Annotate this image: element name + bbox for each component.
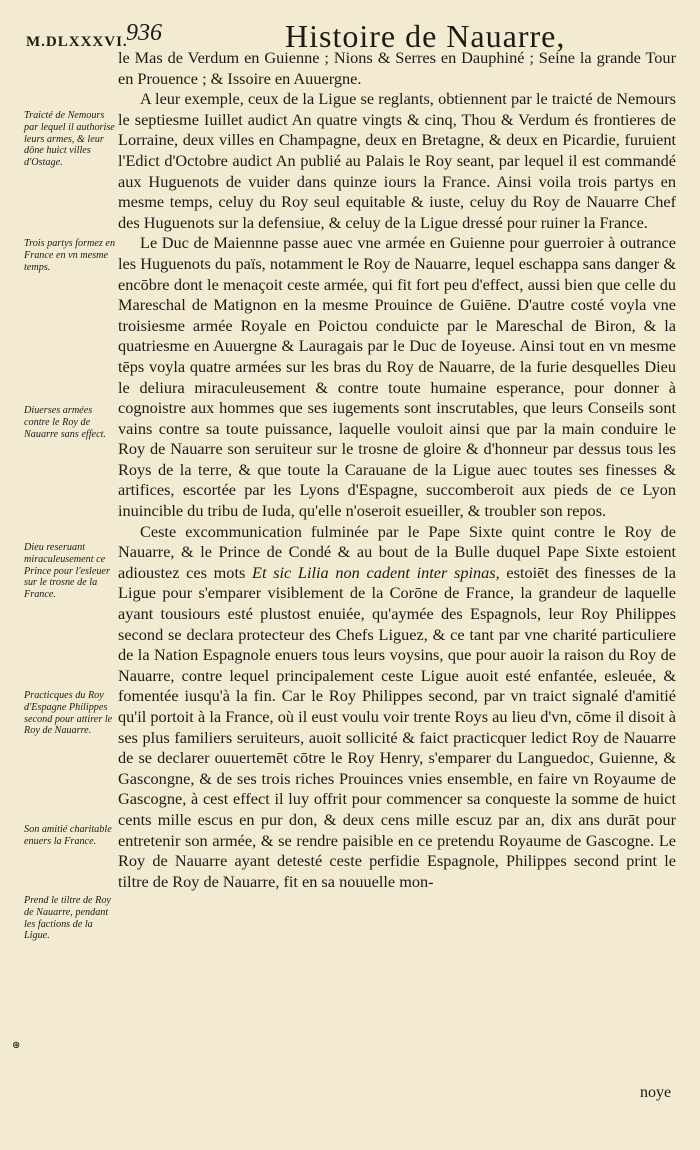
paragraph-text: Ceste excommunication fulminée par le Pape Sixte quint contre le Roy de Nauarre, & le Prince de Condé & au bout de la Bulle duquel Pape Sixte estoient adioustez ces mots bbox=[118, 521, 676, 582]
paragraph-text: estoiēt des finesses de la Ligue pour s'emparer visiblement de la Corōne de France, la grandeur de laquelle ayant tousiours esté plustost enuiée, qu'aymée des Espagnols, leur Roy Philippes second se declara protecteur des Chefs Liguez, & ce tant par vne charité particuliere de la Nation Espagnole enuers tous leurs voysins, que pour auoir la raison du Roy de Nauarre, contre lequel principalement ceste Ligue auoit esté enfantée, esleuée, & fomentée iusqu'à la fin. Car le Roy Philippes second, par vn traict signalé d'amitié qu'il portoit à la France, où il eust voulu voir trente Roys au lieu d'vn, cōme il disoit à ses plus familiers seruiteurs, auoit sollicité & faict practicquer ledict Roy de Nauarre de se declarer ouuertemēt cōtre le Roy Henry, s'emparer du Languedoc, Guienne, & Gascongne, & de ses trois riches Prouinces vnies ensemble, en faire vn Royaume de Gascogne, à cest effect il luy offrit pour commencer sa conqueste la somme de huict cents mille escus en pur don, & deux cens mille escuz par an, dix ans durāt pour entretenir son armée, & se rendre paisible en ce pretendu Royaume de Gascogne. Le Roy de Nauarre ayant detesté ceste perfidie Espagnole, Philippes second print le tiltre de Roy de Nauarre, fit en sa nouuelle mon- bbox=[118, 562, 677, 891]
year-header: M.DLXXXVI. bbox=[26, 34, 128, 50]
running-title: Histoire de Nauarre, bbox=[285, 18, 566, 54]
printer-mark-icon: ⊛ bbox=[12, 1040, 21, 1051]
margin-note: Dieu reseruant miraculeusement ce Prince pour l'esleuer sur le trosne de la France. bbox=[24, 542, 110, 601]
margin-note: Diuerses armées contre le Roy de Nauarre sans effect. bbox=[24, 405, 106, 440]
main-text bbox=[118, 48, 676, 892]
catchword: noye bbox=[640, 1084, 672, 1101]
page-number: 936 bbox=[126, 20, 162, 46]
margin-note: Trois partys formez en France en vn mesme temps. bbox=[24, 238, 116, 273]
margin-note: Practicques du Roy d'Espagne Philippes second pour attirer le Roy de Nauarre. bbox=[24, 690, 113, 737]
latin-quote: Et sic Lilia non cadent inter spinas, bbox=[252, 562, 500, 582]
margin-note: Prend le tiltre de Roy de Nauarre, pendant les factions de la Ligue. bbox=[24, 895, 111, 942]
paragraph bbox=[118, 522, 676, 893]
margin-note: Traicté de Nemours par lequel il authorise leurs armes, & leur dône huict villes d'Ostage. bbox=[24, 110, 115, 169]
paragraph: A leur exemple, ceux de la Ligue se reglants, obtiennent par le traicté de Nemours le septiesme Iuillet audict An quatre vingts & cinq, Thou & Verdum és frontieres de Lorraine, deux villes en Champagne, deux en Bretagne, & deux en Picardie, furuient l'Edict d'Octobre audict An publié au Palais le Roy seant, par lequel il est commandé aux Huguenots de vuider dans quinze iours la France. Ainsi voila trois partys en mesme temps, celuy du Roy seul equitable & iuste, celuy du Roy de Nauarre Chef des Huguenots sur la defensiue, & celuy de la Ligue dressé pour ruiner la France. bbox=[118, 89, 676, 232]
paragraph: Le Duc de Maiennne passe auec vne armée en Guienne pour guerroier à outrance les Huguenots du païs, notamment le Roy de Nauarre, lequel eschappa sans danger & encōbre dont le menaçoit ceste armée, qui fit fort peu d'effect, aussi bien que celle du Mareschal de Matignon en la mesme Prouince de Guiēne. D'autre costé voyla vne troisiesme armée Royale en Poictou conduicte par le Mareschal de Biron, & la quatriesme en Auuergne & Lauragais par le Duc de Ioyeuse. Ainsi tout en vn mesme tēps voyla quatre armées sur les bras du Roy de Nauarre, de la furie desquelles Dieu le deliura miraculeusement & contre toute humaine esperance, pour donner à cognoistre aux hommes que ses iugements sont inscrutables, que leurs Conseils sont vains contre sa toute puissance, laquelle vouloit ainsi que par la main conduire le Roy de Nauarre son seruiteur sur le trosne de gloire & d'honneur par dessus tous les Roys de la terre, & que toute la Carauane de la Ligue auec toutes ses finesses & artifices, escortée par les Lyons d'Espagne, succomberoit aux pieds de ce Lyon inuincible du tribu de Iuda, qu'elle n'oseroit esueiller, & troubler son repos. bbox=[118, 233, 676, 521]
margin-note: Son amitié charitable enuers la France. bbox=[24, 824, 112, 847]
paragraph: le Mas de Verdum en Guienne ; Nions & Serres en Dauphiné ; Seine la grande Tour en Prouence ; & Issoire en Auuergne. bbox=[118, 48, 676, 88]
